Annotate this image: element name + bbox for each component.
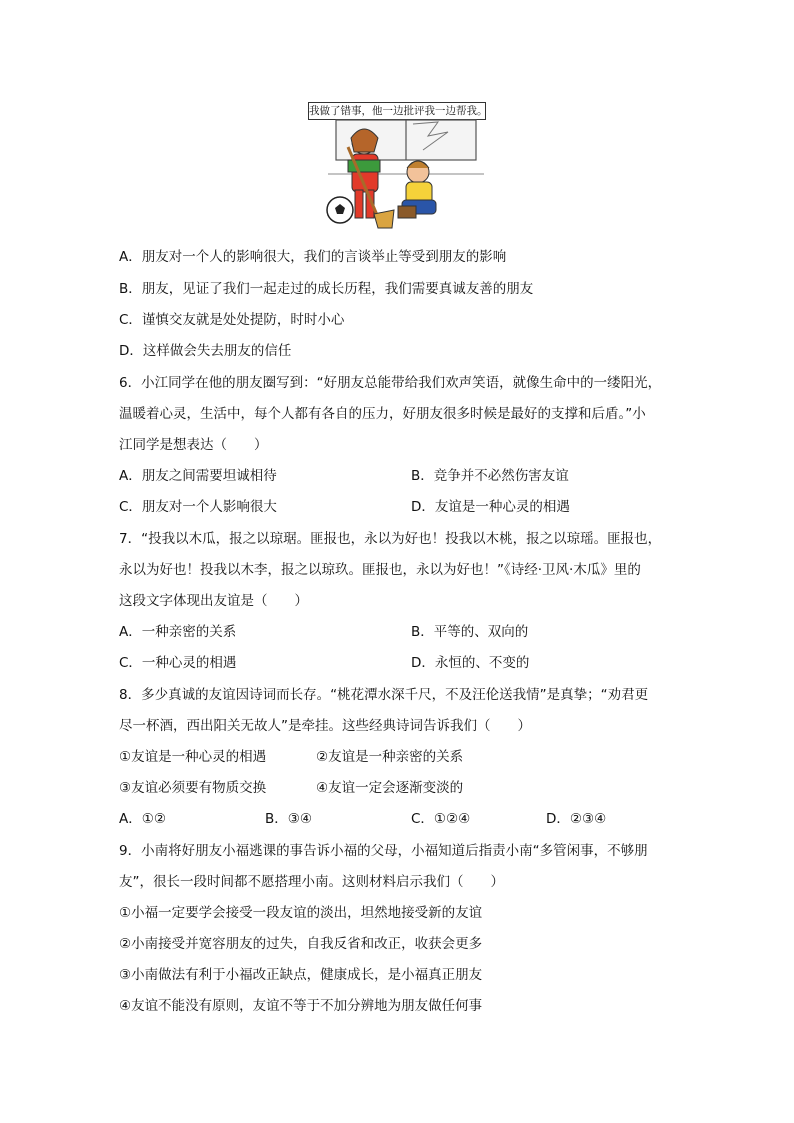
illustration	[308, 102, 486, 234]
q9-stem-line: 9．小南将好朋友小福逃课的事告诉小福的父母，小福知道后指责小南“多管闲事，不够朋	[119, 843, 648, 859]
cartoon-image	[308, 102, 486, 234]
q8-option-d: D．②③④	[546, 811, 607, 827]
q9-statement-2: ②小南接受并宽容朋友的过失，自我反省和改正，收获会更多	[119, 936, 483, 952]
q6-option-c: C．朋友对一个人影响很大	[119, 499, 277, 515]
q6-stem-line: 6．小江同学在他的朋友圈写到：“好朋友总能带给我们欢声笑语，就像生命中的一缕阳光，	[119, 375, 662, 391]
q8-statement-2: ②友谊是一种亲密的关系	[316, 749, 464, 765]
q9-statement-3: ③小南做法有利于小福改正缺点，健康成长，是小福真正朋友	[119, 967, 483, 983]
q5-option-d: D．这样做会失去朋友的信任	[119, 343, 292, 359]
q9-statement-4: ④友谊不能没有原则，友谊不等于不加分辨地为朋友做任何事	[119, 998, 483, 1014]
q8-statement-1: ①友谊是一种心灵的相遇	[119, 749, 267, 765]
q8-statement-4: ④友谊一定会逐渐变淡的	[316, 780, 464, 796]
q6-option-a: A．朋友之间需要坦诚相待	[119, 468, 277, 484]
q7-option-a: A．一种亲密的关系	[119, 624, 237, 640]
q8-stem-line: 尽一杯酒，西出阳关无故人”是牵挂。这些经典诗词告诉我们（ ）	[119, 718, 531, 734]
q8-option-a: A．①②	[119, 811, 166, 827]
q7-option-d: D．永恒的、不变的	[411, 655, 530, 671]
q9-stem-line: 友”，很长一段时间都不愿搭理小南。这则材料启示我们（ ）	[119, 874, 504, 890]
q8-option-c: C．①②④	[411, 811, 471, 827]
q6-option-b: B．竞争并不必然伤害友谊	[411, 468, 569, 484]
q7-option-b: B．平等的、双向的	[411, 624, 529, 640]
q6-stem-line: 温暖着心灵，生活中，每个人都有各自的压力，好朋友很多时候是最好的支撑和后盾。”小	[119, 406, 646, 422]
q6-stem-line: 江同学是想表达（ ）	[119, 437, 268, 453]
q7-option-c: C．一种心灵的相遇	[119, 655, 237, 671]
q8-statement-3: ③友谊必须要有物质交换	[119, 780, 267, 796]
q8-option-b: B．③④	[265, 811, 312, 827]
q7-stem-line: 7．“投我以木瓜，报之以琼琚。匪报也，永以为好也！投我以木桃，报之以琼瑶。匪报也，	[119, 531, 662, 547]
q5-option-a: A．朋友对一个人的影响很大，我们的言谈举止等受到朋友的影响	[119, 249, 507, 265]
illustration-caption: 我做了错事，他一边批评我一边帮我。	[308, 102, 486, 120]
q5-option-c: C．谨慎交友就是处处提防，时时小心	[119, 312, 345, 328]
q7-stem-line: 这段文字体现出友谊是（ ）	[119, 593, 308, 609]
q5-option-b: B．朋友，见证了我们一起走过的成长历程，我们需要真诚友善的朋友	[119, 281, 534, 297]
q6-option-d: D．友谊是一种心灵的相遇	[411, 499, 570, 515]
q8-stem-line: 8．多少真诚的友谊因诗词而长存。“桃花潭水深千尺，不及汪伦送我情”是真挚；“劝君更	[119, 687, 649, 703]
q9-statement-1: ①小福一定要学会接受一段友谊的淡出，坦然地接受新的友谊	[119, 905, 483, 921]
q7-stem-line: 永以为好也！投我以木李，报之以琼玖。匪报也，永以为好也！”《诗经·卫风·木瓜》里的	[119, 562, 641, 578]
